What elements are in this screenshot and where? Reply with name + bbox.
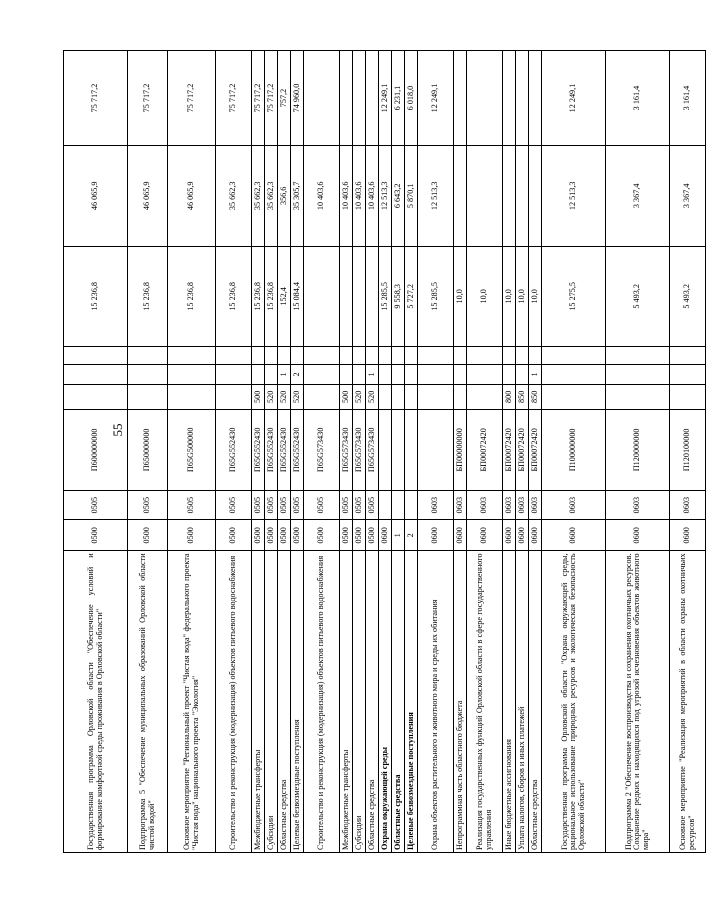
row-amount-year-1: 10,0 xyxy=(467,246,503,347)
row-expense-type: 520 xyxy=(353,385,366,410)
row-name: Областные средства xyxy=(529,551,542,853)
row-target-article: БП00072420 xyxy=(467,409,503,491)
row-section-code: 0500 xyxy=(366,520,379,551)
table-row xyxy=(418,51,454,853)
row-extra-code xyxy=(503,347,516,365)
row-section-code: 0500 xyxy=(252,520,265,551)
row-amount-year-2: 10 403,6 xyxy=(340,146,353,247)
row-target-article: БП00072420 xyxy=(529,409,542,491)
row-amount-year-3 xyxy=(516,51,529,146)
table-row xyxy=(392,51,405,853)
row-amount-year-1: 15 236,8 xyxy=(168,246,216,347)
row-subsection-code: 0505 xyxy=(304,491,340,520)
table-row xyxy=(467,51,503,853)
row-amount-year-3 xyxy=(503,51,516,146)
row-target-article xyxy=(405,409,418,491)
row-subsection-code: 0505 xyxy=(252,491,265,520)
row-name: Реализация государственных функций Орловской области в сфере государственного управления xyxy=(467,551,503,853)
row-amount-year-3: 6 231,1 xyxy=(392,51,405,146)
row-name: Основное мероприятие "Реализация мероприятий в области охраны охотничьих ресурсов" xyxy=(670,551,706,853)
row-subsection-code: 0603 xyxy=(670,491,706,520)
row-name: Областные средства xyxy=(366,551,379,853)
row-expense-type: 800 xyxy=(503,385,516,410)
row-target-article: П65G552430 xyxy=(291,409,304,491)
row-subsection-code: 0603 xyxy=(516,491,529,520)
row-amount-year-3: 75 717,2 xyxy=(252,51,265,146)
row-extra-code xyxy=(128,347,168,365)
row-source-code xyxy=(606,364,670,384)
row-extra-code xyxy=(379,347,392,365)
row-target-article: БП00072420 xyxy=(516,409,529,491)
row-target-article: П65G573430 xyxy=(304,409,340,491)
row-subsection-code: 0505 xyxy=(291,491,304,520)
row-expense-type xyxy=(168,385,216,410)
row-section-code: 1 xyxy=(392,520,405,551)
row-amount-year-2 xyxy=(454,146,467,247)
row-expense-type: 520 xyxy=(366,385,379,410)
row-extra-code xyxy=(529,347,542,365)
table-row xyxy=(278,51,291,853)
table-row xyxy=(454,51,467,853)
row-extra-code xyxy=(542,347,606,365)
row-extra-code xyxy=(252,347,265,365)
row-name: Охрана окружающей среды xyxy=(379,551,392,853)
row-extra-code xyxy=(291,347,304,365)
row-source-code xyxy=(670,364,706,384)
row-source-code xyxy=(418,364,454,384)
table-row xyxy=(216,51,252,853)
row-amount-year-3 xyxy=(340,51,353,146)
row-target-article: П65G552430 xyxy=(278,409,291,491)
row-expense-type: 520 xyxy=(265,385,278,410)
row-expense-type: 520 xyxy=(278,385,291,410)
row-amount-year-3 xyxy=(366,51,379,146)
row-amount-year-1: 10,0 xyxy=(529,246,542,347)
row-source-code xyxy=(252,364,265,384)
row-target-article: БП00000000 xyxy=(454,409,467,491)
row-amount-year-3: 75 717,2 xyxy=(64,51,128,146)
row-target-article: П650000000 xyxy=(128,409,168,491)
row-expense-type xyxy=(304,385,340,410)
row-source-code xyxy=(503,364,516,384)
row-amount-year-1: 15 084,4 xyxy=(291,246,304,347)
row-extra-code xyxy=(405,347,418,365)
row-expense-type xyxy=(542,385,606,410)
row-extra-code xyxy=(353,347,366,365)
row-name: Подпрограмма 2 "Обеспечение воспроизводства и сохранения охотничьих ресурсов. Сохранение редких и находящихся под угрозой исчезновения объектов животного мира" xyxy=(606,551,670,853)
row-source-code xyxy=(265,364,278,384)
row-extra-code xyxy=(606,347,670,365)
row-amount-year-2: 10 403,6 xyxy=(366,146,379,247)
row-amount-year-2: 3 367,4 xyxy=(606,146,670,247)
row-name: Уплата налогов, сборов и иных платежей xyxy=(516,551,529,853)
table-row xyxy=(606,51,670,853)
budget-table xyxy=(63,50,706,853)
page-number: 55 xyxy=(110,423,125,437)
row-expense-type: 500 xyxy=(340,385,353,410)
row-expense-type xyxy=(405,385,418,410)
row-target-article: П65G500000 xyxy=(168,409,216,491)
row-name: Областные средства xyxy=(278,551,291,853)
row-amount-year-1 xyxy=(304,246,340,347)
row-section-code: 0500 xyxy=(64,520,128,551)
row-amount-year-1: 10,0 xyxy=(503,246,516,347)
row-extra-code xyxy=(454,347,467,365)
budget-table-body xyxy=(64,51,706,853)
row-extra-code xyxy=(340,347,353,365)
table-row xyxy=(64,51,128,853)
row-extra-code xyxy=(670,347,706,365)
row-subsection-code: 0603 xyxy=(542,491,606,520)
row-amount-year-1: 15 236,8 xyxy=(265,246,278,347)
table-row xyxy=(265,51,278,853)
row-amount-year-3: 75 717,2 xyxy=(128,51,168,146)
row-name: Субсидии xyxy=(265,551,278,853)
row-amount-year-3: 3 161,4 xyxy=(670,51,706,146)
row-source-code xyxy=(542,364,606,384)
table-row xyxy=(516,51,529,853)
row-section-code: 0600 xyxy=(670,520,706,551)
row-amount-year-1: 10,0 xyxy=(516,246,529,347)
row-source-code: 2 xyxy=(291,364,304,384)
row-amount-year-1 xyxy=(353,246,366,347)
table-row xyxy=(503,51,516,853)
table-row xyxy=(353,51,366,853)
row-amount-year-2: 12 513,3 xyxy=(542,146,606,247)
row-amount-year-1: 10,0 xyxy=(454,246,467,347)
row-amount-year-2: 35 662,3 xyxy=(252,146,265,247)
row-amount-year-2: 35 662,3 xyxy=(265,146,278,247)
row-expense-type xyxy=(606,385,670,410)
row-target-article: П65G552430 xyxy=(252,409,265,491)
row-section-code: 0500 xyxy=(265,520,278,551)
row-amount-year-3 xyxy=(454,51,467,146)
row-section-code: 0600 xyxy=(418,520,454,551)
row-subsection-code: 0505 xyxy=(64,491,128,520)
row-name: Подпрограмма 5 "Обеспечение муниципальных образований Орловской области чистой водой" xyxy=(128,551,168,853)
row-amount-year-3: 75 717,2 xyxy=(216,51,252,146)
row-subsection-code xyxy=(405,491,418,520)
row-amount-year-2: 46 065,9 xyxy=(128,146,168,247)
row-expense-type xyxy=(418,385,454,410)
row-name: Непрограммная часть областного бюджета xyxy=(454,551,467,853)
row-amount-year-2: 35 662,3 xyxy=(216,146,252,247)
row-name: Основное мероприятие "Региональный проект "Чистая вода" федерального проекта "Чистая вода" национального проекта "Экология" xyxy=(168,551,216,853)
row-amount-year-3 xyxy=(467,51,503,146)
row-extra-code xyxy=(467,347,503,365)
row-expense-type xyxy=(64,385,128,410)
row-amount-year-2: 356,6 xyxy=(278,146,291,247)
row-section-code: 0500 xyxy=(128,520,168,551)
row-amount-year-3: 75 717,2 xyxy=(265,51,278,146)
row-section-code: 2 xyxy=(405,520,418,551)
row-subsection-code xyxy=(379,491,392,520)
row-amount-year-3: 12 249,1 xyxy=(379,51,392,146)
row-expense-type: 500 xyxy=(252,385,265,410)
row-subsection-code: 0603 xyxy=(503,491,516,520)
row-subsection-code: 0603 xyxy=(418,491,454,520)
row-subsection-code: 0505 xyxy=(128,491,168,520)
row-section-code: 0500 xyxy=(216,520,252,551)
row-amount-year-3: 12 249,1 xyxy=(418,51,454,146)
row-name: Иные бюджетные ассигнования xyxy=(503,551,516,853)
table-row xyxy=(405,51,418,853)
row-amount-year-1: 5 727,2 xyxy=(405,246,418,347)
row-amount-year-2: 12 513,3 xyxy=(379,146,392,247)
row-name: Целевые безвозмездные поступления xyxy=(291,551,304,853)
row-source-code xyxy=(405,364,418,384)
row-extra-code xyxy=(516,347,529,365)
row-subsection-code: 0603 xyxy=(529,491,542,520)
row-extra-code xyxy=(265,347,278,365)
row-extra-code xyxy=(418,347,454,365)
table-row xyxy=(168,51,216,853)
row-section-code: 0600 xyxy=(467,520,503,551)
row-section-code: 0500 xyxy=(340,520,353,551)
row-target-article: П120100000 xyxy=(670,409,706,491)
row-target-article: П65G573430 xyxy=(340,409,353,491)
row-expense-type xyxy=(216,385,252,410)
row-subsection-code: 0505 xyxy=(278,491,291,520)
row-subsection-code xyxy=(392,491,405,520)
row-source-code xyxy=(353,364,366,384)
row-amount-year-1: 5 493,2 xyxy=(606,246,670,347)
row-extra-code xyxy=(392,347,405,365)
row-expense-type xyxy=(454,385,467,410)
row-amount-year-2: 10 403,6 xyxy=(353,146,366,247)
row-amount-year-1: 152,4 xyxy=(278,246,291,347)
row-source-code xyxy=(467,364,503,384)
row-name: Охрана объектов растительного и животного мира и среды их обитания xyxy=(418,551,454,853)
row-subsection-code: 0505 xyxy=(216,491,252,520)
row-source-code xyxy=(304,364,340,384)
row-amount-year-1: 15 285,5 xyxy=(379,246,392,347)
row-source-code: 1 xyxy=(529,364,542,384)
row-source-code: 1 xyxy=(278,364,291,384)
row-amount-year-3: 6 018,0 xyxy=(405,51,418,146)
row-source-code xyxy=(64,364,128,384)
row-amount-year-2 xyxy=(529,146,542,247)
row-source-code xyxy=(516,364,529,384)
row-target-article xyxy=(379,409,392,491)
row-amount-year-3: 75 717,2 xyxy=(168,51,216,146)
row-amount-year-2: 46 065,9 xyxy=(168,146,216,247)
row-section-code: 0600 xyxy=(454,520,467,551)
row-target-article: П120000000 xyxy=(606,409,670,491)
table-row xyxy=(542,51,606,853)
row-extra-code xyxy=(278,347,291,365)
row-amount-year-1: 15 236,8 xyxy=(128,246,168,347)
row-section-code: 0600 xyxy=(606,520,670,551)
row-target-article: П100000000 xyxy=(542,409,606,491)
row-target-article: П600000000 xyxy=(64,409,128,491)
row-name: Государственная программа Орловской области "Охрана окружающей среды, рациональное использование природных ресурсов и экологическая безопасность Орловской области" xyxy=(542,551,606,853)
row-section-code: 0600 xyxy=(529,520,542,551)
row-amount-year-1: 15 236,8 xyxy=(216,246,252,347)
row-amount-year-2: 46 065,9 xyxy=(64,146,128,247)
row-source-code xyxy=(128,364,168,384)
row-expense-type xyxy=(128,385,168,410)
row-target-article: БП00072420 xyxy=(503,409,516,491)
row-section-code: 0600 xyxy=(379,520,392,551)
row-amount-year-1: 9 558,3 xyxy=(392,246,405,347)
row-extra-code xyxy=(366,347,379,365)
row-expense-type xyxy=(379,385,392,410)
table-row xyxy=(252,51,265,853)
row-subsection-code: 0603 xyxy=(454,491,467,520)
row-section-code: 0500 xyxy=(168,520,216,551)
row-amount-year-1: 15 236,8 xyxy=(252,246,265,347)
table-row xyxy=(529,51,542,853)
row-target-article: П65G573430 xyxy=(353,409,366,491)
row-amount-year-3: 3 161,4 xyxy=(606,51,670,146)
row-amount-year-3 xyxy=(353,51,366,146)
row-subsection-code: 0505 xyxy=(353,491,366,520)
row-subsection-code: 0603 xyxy=(606,491,670,520)
row-amount-year-2 xyxy=(516,146,529,247)
row-section-code: 0500 xyxy=(278,520,291,551)
row-amount-year-2: 6 643,2 xyxy=(392,146,405,247)
row-source-code xyxy=(216,364,252,384)
row-extra-code xyxy=(64,347,128,365)
row-extra-code xyxy=(168,347,216,365)
row-amount-year-2: 35 305,7 xyxy=(291,146,304,247)
row-name: Строительство и реконструкция (модернизация) объектов питьевого водоснабжения xyxy=(216,551,252,853)
row-source-code xyxy=(392,364,405,384)
row-subsection-code: 0505 xyxy=(168,491,216,520)
row-amount-year-3 xyxy=(529,51,542,146)
row-name: Межбюджетные трансферты xyxy=(340,551,353,853)
row-source-code xyxy=(379,364,392,384)
row-section-code: 0600 xyxy=(542,520,606,551)
row-target-article: П65G552430 xyxy=(265,409,278,491)
row-expense-type xyxy=(670,385,706,410)
table-row xyxy=(291,51,304,853)
row-amount-year-1: 15 285,5 xyxy=(418,246,454,347)
row-amount-year-1 xyxy=(340,246,353,347)
row-amount-year-1: 15 236,8 xyxy=(64,246,128,347)
row-amount-year-2 xyxy=(503,146,516,247)
table-row xyxy=(379,51,392,853)
row-source-code: 1 xyxy=(366,364,379,384)
row-extra-code xyxy=(304,347,340,365)
row-expense-type: 850 xyxy=(529,385,542,410)
table-row xyxy=(670,51,706,853)
row-amount-year-1: 15 275,5 xyxy=(542,246,606,347)
row-name: Строительство и реконструкция (модернизация) объектов питьевого водоснабжения xyxy=(304,551,340,853)
row-name: Межбюджетные трансферты xyxy=(252,551,265,853)
row-amount-year-3: 12 249,1 xyxy=(542,51,606,146)
row-subsection-code: 0505 xyxy=(265,491,278,520)
row-section-code: 0600 xyxy=(503,520,516,551)
row-amount-year-2: 10 403,6 xyxy=(304,146,340,247)
row-section-code: 0600 xyxy=(516,520,529,551)
row-source-code xyxy=(454,364,467,384)
table-row xyxy=(128,51,168,853)
row-name: Государственная программа Орловской области "Обеспечение условий и формирование комфортной среды проживания в Орловской области" xyxy=(64,551,128,853)
row-section-code: 0500 xyxy=(353,520,366,551)
row-source-code xyxy=(168,364,216,384)
row-target-article: П65G573430 xyxy=(366,409,379,491)
row-amount-year-1: 5 493,2 xyxy=(670,246,706,347)
row-subsection-code: 0505 xyxy=(366,491,379,520)
row-amount-year-1 xyxy=(366,246,379,347)
row-name: Субсидии xyxy=(353,551,366,853)
row-source-code xyxy=(340,364,353,384)
row-name: Областные средства xyxy=(392,551,405,853)
row-section-code: 0500 xyxy=(291,520,304,551)
row-amount-year-3: 757,2 xyxy=(278,51,291,146)
row-name: Целевые безвозмездные поступления xyxy=(405,551,418,853)
row-amount-year-2 xyxy=(467,146,503,247)
row-amount-year-2: 12 513,3 xyxy=(418,146,454,247)
row-extra-code xyxy=(216,347,252,365)
table-row xyxy=(366,51,379,853)
row-expense-type xyxy=(467,385,503,410)
row-subsection-code: 0505 xyxy=(340,491,353,520)
table-row xyxy=(340,51,353,853)
row-amount-year-3: 74 960,0 xyxy=(291,51,304,146)
row-section-code: 0500 xyxy=(304,520,340,551)
row-target-article xyxy=(392,409,405,491)
row-amount-year-2: 5 870,1 xyxy=(405,146,418,247)
row-amount-year-3 xyxy=(304,51,340,146)
rotated-table-container xyxy=(63,50,696,853)
row-target-article: П65G552430 xyxy=(216,409,252,491)
table-row xyxy=(304,51,340,853)
row-target-article xyxy=(418,409,454,491)
row-expense-type: 520 xyxy=(291,385,304,410)
row-subsection-code: 0603 xyxy=(467,491,503,520)
row-expense-type xyxy=(392,385,405,410)
row-amount-year-2: 3 367,4 xyxy=(670,146,706,247)
row-expense-type: 850 xyxy=(516,385,529,410)
